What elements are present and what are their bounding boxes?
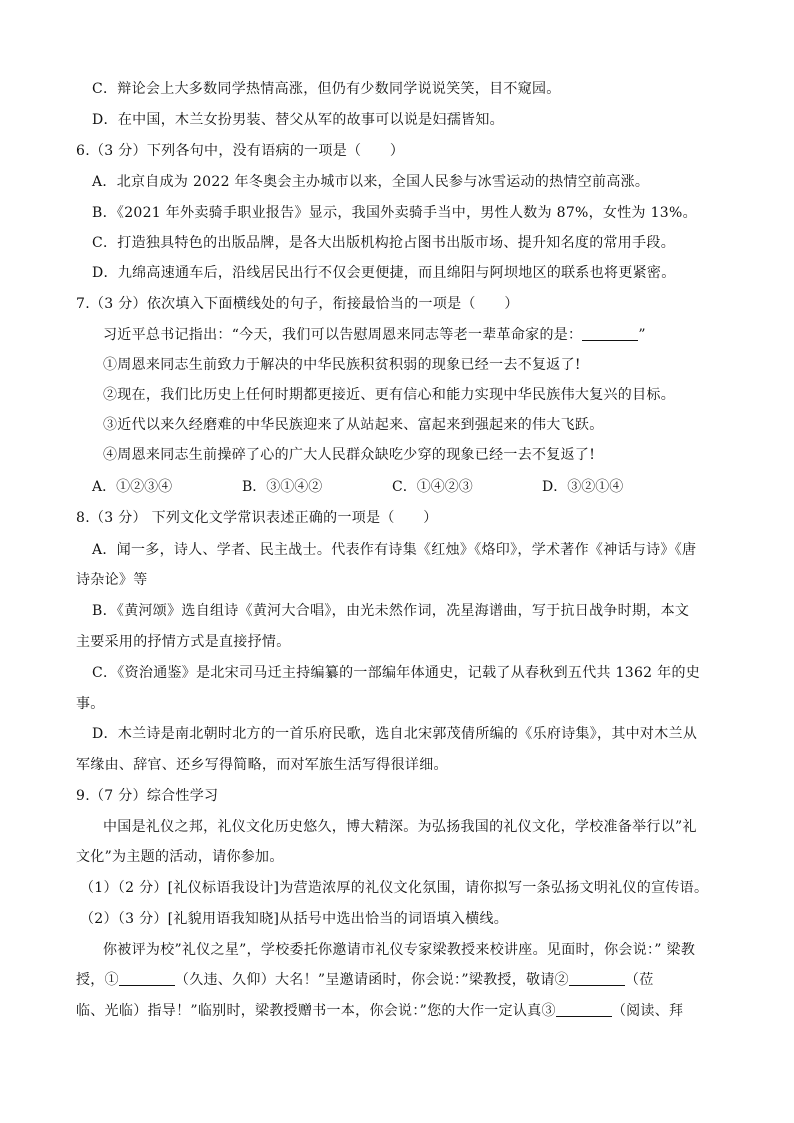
q7-option-a[interactable]: A．①②③④: [92, 479, 173, 495]
q7-sentence-2: ②现在，我们比历史上任何时期都更接近、更有信心和能力实现中华民族伟大复兴的目标。: [103, 387, 675, 403]
q7-sentence-1: ①周恩来同志生前致力于解决的中华民族积贫积弱的现象已经一去不复返了!: [103, 357, 581, 373]
q7-sentence-3: ③近代以来久经磨难的中华民族迎来了从站起来、富起来到强起来的伟大飞跃。: [103, 417, 604, 433]
q7-option-b[interactable]: B．③①④②: [242, 479, 323, 495]
q8-stem: 8.（3 分） 下列文化文学常识表述正确的一项是（ ）: [76, 510, 438, 526]
q9-intro: 中国是礼仪之邦，礼仪文化历史悠久，博大精深。为弘扬我国的礼仪文化，学校准备举行以”礼: [103, 819, 697, 835]
q7-options: [92, 477, 623, 497]
q5-option-c[interactable]: C．辩论会上大多数同学热情高涨，但仍有少数同学说说笑笑，目不窥园。: [92, 81, 561, 97]
q6-stem: 6.（3 分）下列各句中，没有语病的一项是（ ）: [76, 143, 405, 159]
q9-text-e: （阅读、拜: [611, 1003, 684, 1019]
q7-quote: [103, 325, 646, 345]
q7-sentence-4: ④周恩来同志生前操碎了心的广大人民群众缺吃少穿的现象已经一去不复返了!: [103, 447, 596, 463]
q7-answer-blank[interactable]: [582, 326, 638, 341]
q9-text-b: （久违、久仰）大名！”呈邀请函时，你会说：”梁教授，敬请②: [174, 972, 569, 988]
q9-scenario-line-3: [76, 1001, 683, 1021]
q9-blank-2[interactable]: [569, 971, 625, 986]
q8-option-c[interactable]: C．《资治通鉴》是北宋司马迁主持编纂的一部编年体通史，记载了从春秋到五代共 1362 年的史: [92, 665, 701, 681]
q8-option-d[interactable]: D．木兰诗是南北朝时北方的一首乐府民歌，选自北宋郭茂倩所编的《乐府诗集》，其中对木兰从: [92, 726, 698, 742]
q6-option-b[interactable]: B．《2021 年外卖骑手职业报告》显示，我国外卖骑手当中，男性人数为 87%，女性为 13%。: [92, 205, 697, 221]
q8-option-a-cont: 诗杂论》等: [76, 572, 148, 588]
q8-option-b[interactable]: B．《黄河颂》选自组诗《黄河大合唱》，由光未然作词，冼星海谱曲，写于抗日战争时期，本文: [92, 603, 690, 619]
q5-option-d[interactable]: D．在中国，木兰女扮男装、替父从军的故事可以说是妇孺皆知。: [92, 112, 504, 128]
q8-option-b-cont: 主要采用的抒情方式是直接抒情。: [76, 634, 291, 650]
q6-option-c[interactable]: C．打造独具特色的出版品牌，是各大出版机构抢占图书出版市场、提升知名度的常用手段。: [92, 235, 676, 251]
q8-option-a[interactable]: A．闻一多，诗人、学者、民主战士。代表作有诗集《红烛》《烙印》，学术著作《神话与诗》《唐: [92, 542, 697, 558]
q9-scenario-line-2: [76, 970, 654, 990]
q7-stem: 7.（3 分）依次填入下面横线处的句子，衔接最恰当的一项是（ ）: [76, 296, 519, 312]
q9-blank-1[interactable]: [119, 971, 175, 986]
q8-option-d-cont: 军缘由、辞官、还乡写得简略，而对军旅生活写得很详细。: [76, 757, 448, 773]
q9-stem: 9.（7 分）综合性学习: [76, 788, 219, 804]
q7-quote-close: ”: [638, 327, 646, 343]
q9-intro-cont: 文化”为主题的活动，请你参加。: [76, 849, 284, 865]
q9-part-2: （2）（3 分）[礼貌用语我知晓]从括号中选出恰当的词语填入横线。: [80, 911, 509, 927]
q9-part-1: （1）（2 分）[礼仪标语我设计]为营造浓厚的礼仪文化氛围，请你拟写一条弘扬文明礼仪的宣传语。: [80, 880, 709, 896]
q7-option-c[interactable]: C．①④②③: [392, 479, 473, 495]
q8-option-c-cont: 事。: [76, 696, 105, 712]
q9-scenario-line-1: 你被评为校”礼仪之星”，学校委托你邀请市礼仪专家梁教授来校讲座。见面时，你会说：” 梁教: [103, 942, 696, 958]
q9-blank-3[interactable]: [556, 1002, 612, 1017]
q7-quote-text: 习近平总书记指出：“今天，我们可以告慰周恩来同志等老一辈革命家的是：: [103, 327, 583, 343]
q6-option-d[interactable]: D．九绵高速通车后，沿线居民出行不仅会更便捷，而且绵阳与阿坝地区的联系也将更紧密。: [92, 265, 676, 281]
q9-text-a: 授，①: [76, 972, 119, 988]
q6-option-a[interactable]: A．北京自成为 2022 年冬奥会主办城市以来，全国人民参与冰雪运动的热情空前高涨。: [92, 174, 650, 190]
q9-text-d: 临、光临）指导！”临别时，梁教授赠书一本，你会说：”您的大作一定认真③: [76, 1003, 556, 1019]
q9-text-c: （莅: [624, 972, 654, 988]
q7-option-d[interactable]: D．③②①④: [542, 479, 624, 495]
